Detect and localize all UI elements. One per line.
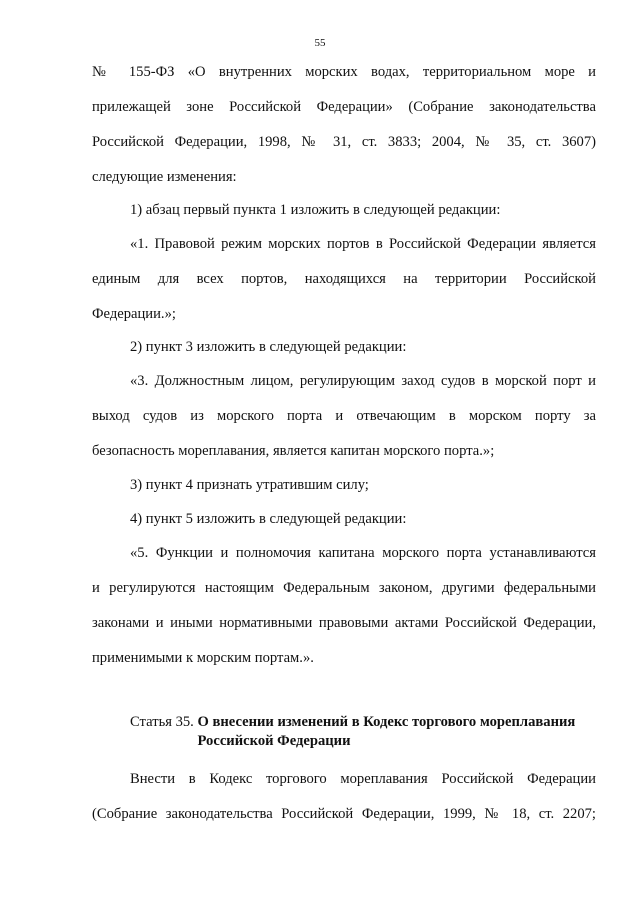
paragraph-item-3	[92, 468, 596, 503]
paragraph-article-body	[92, 762, 596, 832]
text-line: Внести в Кодекс торгового мореплавания Российской Федерации	[130, 771, 596, 787]
article-heading	[130, 713, 600, 751]
text-line: 3) пункт 4 признать утратившим силу;	[130, 477, 369, 493]
text-line: Федерации.»;	[92, 306, 176, 322]
article-title-line: О внесении изменений в Кодекс торгового мореплавания	[197, 714, 576, 730]
text-line: выход судов из морского порта и отвечающим в морском порту за	[92, 408, 596, 424]
text-line: законами и иными нормативными правовыми актами Российской Федерации,	[92, 615, 596, 631]
text-line: и регулируются настоящим Федеральным законом, другими федеральными	[92, 580, 596, 596]
text-line: 1) абзац первый пункта 1 изложить в следующей редакции:	[130, 202, 501, 218]
paragraph-item-4	[92, 502, 596, 537]
paragraph-item-1	[92, 193, 596, 228]
text-line: «5. Функции и полномочия капитана морского порта устанавливаются	[130, 545, 596, 561]
text-line: Российской Федерации, 1998, № 31, ст. 3833; 2004, № 35, ст. 3607)	[92, 134, 596, 150]
text-line: единым для всех портов, находящихся на территории Российской	[92, 271, 596, 287]
text-line: безопасность мореплавания, является капитан морского порта.»;	[92, 443, 495, 459]
text-line: 2) пункт 3 изложить в следующей редакции:	[130, 339, 407, 355]
text-line: прилежащей зоне Российской Федерации» (Собрание законодательства	[92, 99, 596, 115]
text-line: (Собрание законодательства Российской Федерации, 1999, № 18, ст. 2207;	[92, 806, 596, 822]
article-title	[198, 713, 596, 751]
text-line: следующие изменения:	[92, 169, 237, 185]
paragraph-quote-5	[92, 536, 596, 676]
text-line: применимыми к морским портам.».	[92, 650, 314, 666]
page-number: 55	[314, 37, 326, 49]
article-title-line: Российской Федерации	[197, 733, 351, 749]
text-line: № 155-ФЗ «О внутренних морских водах, территориальном море и	[92, 64, 596, 80]
paragraph-item-2	[92, 330, 596, 365]
text-line: «1. Правовой режим морских портов в Российской Федерации является	[130, 236, 596, 252]
article-number: Статья 35.	[130, 714, 194, 730]
paragraph-quote-1	[92, 227, 596, 332]
paragraph-quote-3	[92, 364, 596, 469]
paragraph-law-reference	[92, 55, 596, 195]
text-line: «3. Должностным лицом, регулирующим заход судов в морской порт и	[130, 373, 596, 389]
text-line: 4) пункт 5 изложить в следующей редакции:	[130, 511, 407, 527]
